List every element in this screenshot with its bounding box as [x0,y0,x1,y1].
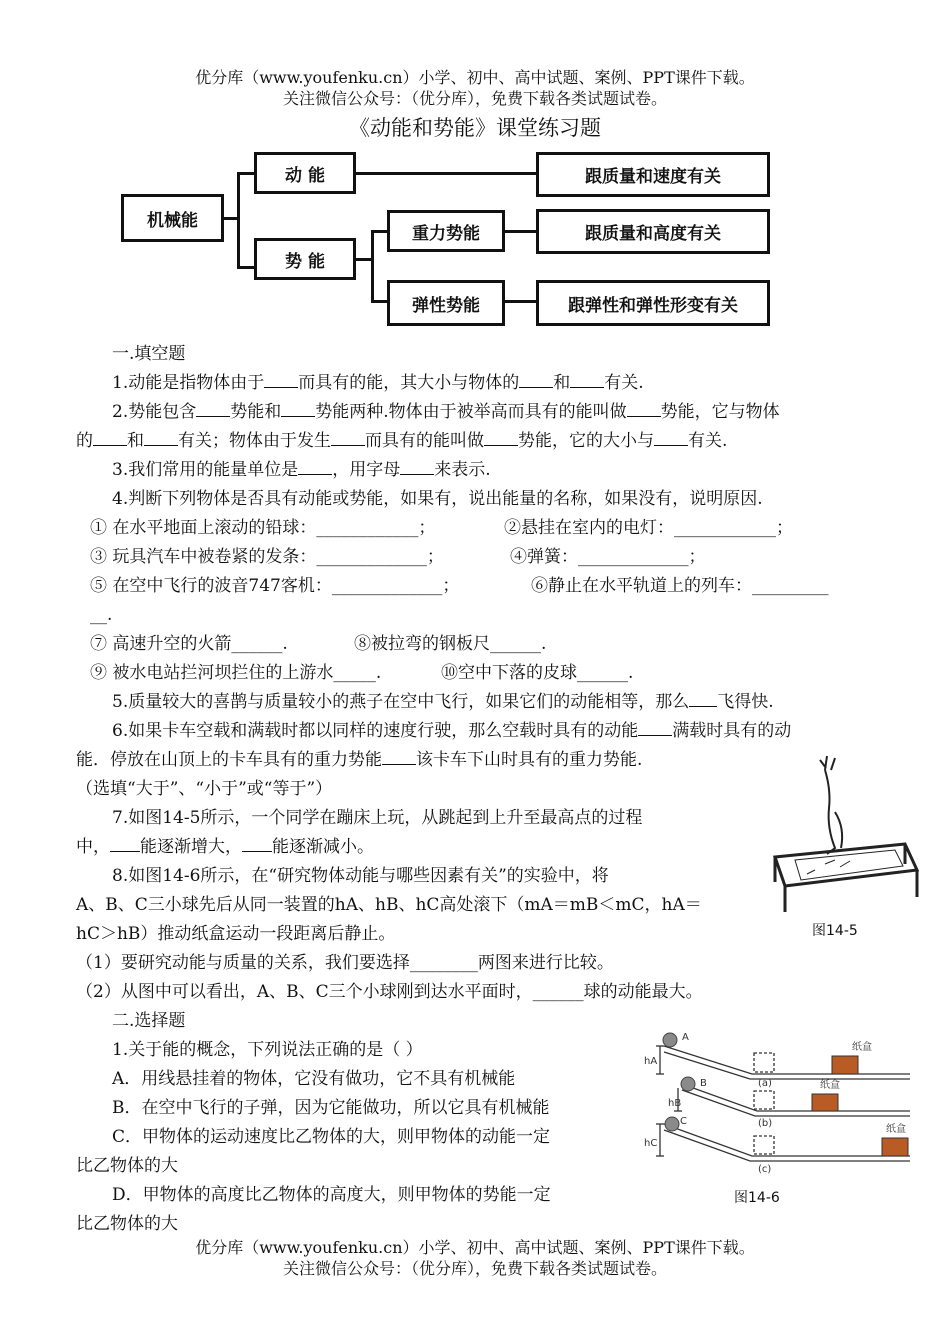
q4-item-3: ③ 玩具汽车中被卷紧的发条：_____________； [90,547,444,567]
q4-item-2: ②悬挂在室内的电灯：____________； [504,518,793,538]
q5: 5.质量较大的喜鹊与质量较小的燕子在空中飞行，如果它们的动能相等，那么 飞得快. [112,688,774,717]
ball-a [663,1033,677,1047]
box-mechanical-energy: 机械能 [121,194,224,242]
q4-item-7: ⑦ 高速升空的火箭______. [90,634,288,654]
label-b: (b) [758,1118,773,1129]
header-line-1: 优分库（www.youfenku.cn）小学、初中、高中试题、案例、PPT课件下载。 [195,68,755,87]
mc-option-b: B．在空中飞行的子弹，因为它能做功，所以它具有机械能 [112,1098,550,1118]
q7-line1: 7.如图14-5所示，一个同学在蹦床上玩，从跳起到上升至最高点的过程 [112,808,643,828]
q6-line3: （选填“大于”、“小于”或“等于”） [76,779,333,799]
label-paper-box-b: 纸盒 [820,1080,840,1091]
q3: 3.我们常用的能量单位是 ，用字母 来表示. [112,456,491,485]
q4-item-4: ④弹簧：_____________； [510,547,706,567]
q4-item-10: ⑩空中下落的皮球______. [441,663,634,683]
box-potential-energy: 势 能 [254,238,356,280]
q4-item-9: ⑨ 被水电站拦河坝拦住的上游水_____. [90,663,382,683]
connector [371,300,387,303]
q4-item-1: ① 在水平地面上滚动的铅球：____________； [90,518,436,538]
label-a: (a) [758,1078,772,1089]
section2-heading: 二.选择题 [112,1011,186,1031]
connector [237,172,254,175]
q1: 1.动能是指物体由于 而具有的能，其大小与物体的 和 有关. [112,369,644,398]
section1-heading: 一.填空题 [112,344,186,364]
q4-item-6-cont: __. [90,605,113,625]
paper-box-a [832,1056,858,1074]
connector [224,217,238,220]
connector [237,172,240,269]
connector [237,266,254,269]
box-kinetic-energy: 动 能 [254,152,356,194]
box-kinetic-desc: 跟质量和速度有关 [536,152,770,197]
q8-sub-2: （2）从图中可以看出，A、B、C三个小球刚到达水平面时，______球的动能最大。 [76,982,703,1002]
box-elastic-energy: 弹性势能 [387,280,505,326]
q4: 4.判断下列物体是否具有动能或势能，如果有，说出能量的名称，如果没有，说明原因. [112,489,763,509]
connector [371,230,374,303]
label-paper-box-c: 纸盒 [886,1124,906,1135]
mc-option-c-line2: 比乙物体的大 [76,1156,178,1176]
label-hb: hB [668,1098,682,1109]
q8-line3: hC＞hB）推动纸盒运动一段距离后静止。 [76,924,396,944]
figure-14-6-caption: 图14-6 [734,1190,780,1206]
box-gravity-desc: 跟质量和高度有关 [536,209,770,254]
q4-item-6: ⑥静止在水平轨道上的列车：_________ [531,576,829,596]
mc-option-d-line2: 比乙物体的大 [76,1214,178,1234]
connector [356,258,372,261]
connector [356,172,536,175]
q8-line2: A、B、C三小球先后从同一装置的hA、hB、hC高处滚下（mA＝mB＜mC，hA＝ [76,895,702,915]
mc-option-d-line1: D．甲物体的高度比乙物体的高度大，则甲物体的势能一定 [112,1185,551,1205]
q8-line1: 8.如图14-6所示，在“研究物体动能与哪些因素有关”的实验中，将 [112,866,609,886]
footer-line-1: 优分库（www.youfenku.cn）小学、初中、高中试题、案例、PPT课件下载。 [195,1238,755,1257]
q7-line2: 中， 能逐渐增大， 能逐渐减小。 [76,833,374,862]
mc-option-c-line1: C．甲物体的运动速度比乙物体的大，则甲物体的动能一定 [112,1127,551,1147]
page-title: 《动能和势能》课堂练习题 [349,116,601,140]
label-ball-a: A [682,1032,689,1043]
label-c: (c) [758,1164,772,1175]
header-line-2: 关注微信公众号：（优分库），免费下载各类试题试卷。 [282,89,667,108]
box-gravitational-energy: 重力势能 [387,210,505,252]
q4-item-8: ⑧被拉弯的钢板尺______. [354,634,547,654]
connector [505,300,536,303]
label-ball-b: B [700,1078,707,1089]
ramp-experiment-figure [642,1026,914,1186]
trampoline-figure [755,752,930,917]
q8-sub-1: （1）要研究动能与质量的关系，我们要选择________两图来进行比较。 [76,953,614,973]
ball-b [681,1077,695,1091]
connector [371,230,387,233]
footer-line-2: 关注微信公众号：（优分库），免费下载各类试题试卷。 [282,1259,667,1278]
q6-line1: 6.如果卡车空载和满载时都以同样的速度行驶，那么空载时具有的动能 满载时具有的动 [112,717,791,746]
label-paper-box-a: 纸盒 [852,1042,872,1053]
q4-item-5: ⑤ 在空中飞行的波音747客机：_____________； [90,576,460,596]
label-hc: hC [644,1138,658,1149]
label-ha: hA [644,1056,658,1067]
q2-line1: 2.势能包含 势能和 势能两种.物体由于被举高而具有的能叫做 势能，它与物体 [112,398,780,427]
connector [505,230,536,233]
label-ball-c: C [680,1116,687,1127]
mc-option-a: A．用线悬挂着的物体，它没有做功，它不具有机械能 [112,1069,516,1089]
figure-14-5-caption: 图14-5 [812,923,858,939]
ball-c [665,1117,679,1131]
box-elastic-desc: 跟弹性和弹性形变有关 [536,280,770,326]
q6-line2: 能．停放在山顶上的卡车具有的重力势能 该卡车下山时具有的重力势能. [76,746,642,775]
paper-box-c [882,1138,908,1156]
paper-box-b [812,1094,838,1111]
mc-q1: 1.关于能的概念，下列说法正确的是（ ） [112,1040,423,1060]
q2-line2: 的 和 有关；物体由于发生 而具有的能叫做 势能，它的大小与 有关. [76,427,727,456]
